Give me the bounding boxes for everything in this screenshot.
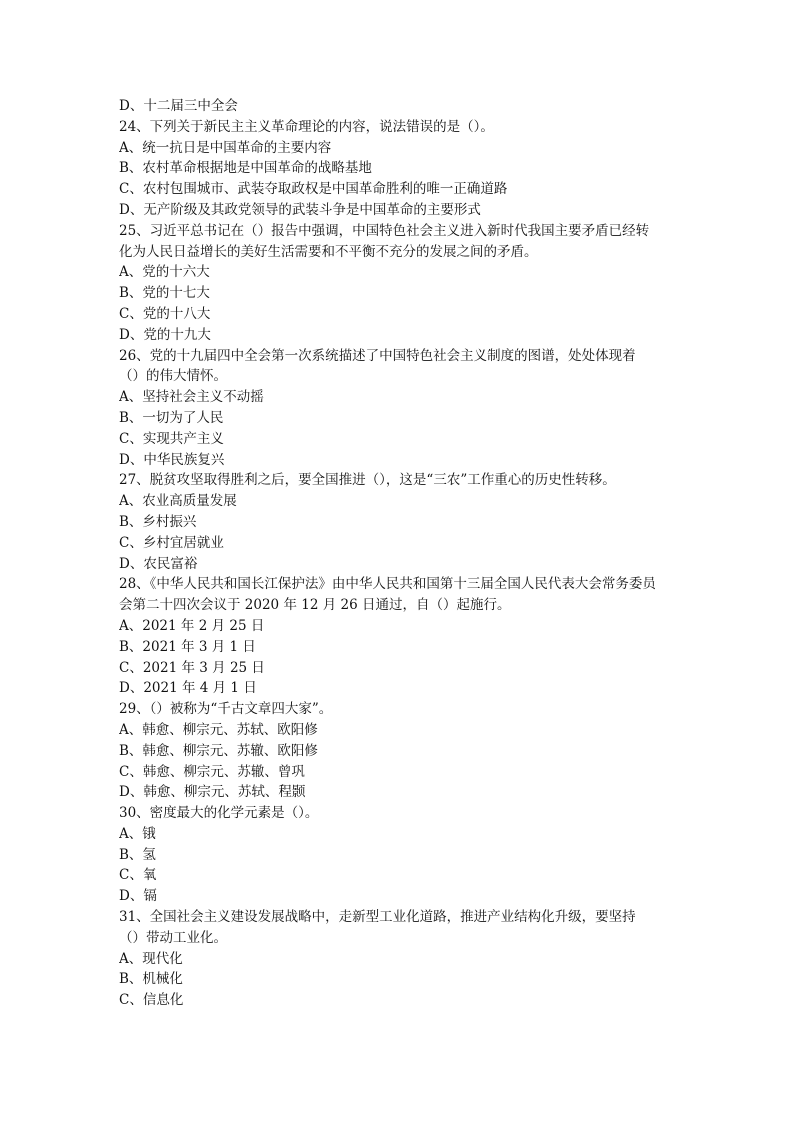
option-line: B、一切为了人民 — [119, 409, 224, 426]
question-31-cont: （）带动工业化。 — [119, 929, 227, 946]
option-line: D、党的十九大 — [119, 326, 211, 343]
option-line: D、镉 — [119, 888, 157, 905]
option-line: C、乡村宜居就业 — [119, 534, 224, 551]
option-line: B、农村革命根据地是中国革命的战略基地 — [119, 160, 372, 177]
question-25-cont: 化为人民日益增长的美好生活需要和不平衡不充分的发展之间的矛盾。 — [119, 243, 538, 260]
option-line: B、2021 年 3 月 1 日 — [119, 638, 256, 655]
option-line: B、氢 — [119, 846, 156, 863]
option-line: D、十二届三中全会 — [119, 98, 238, 114]
option-line: C、韩愈、柳宗元、苏辙、曾巩 — [119, 763, 305, 780]
question-26: 26、党的十九届四中全会第一次系统描述了中国特色社会主义制度的图谱，处处体现着 — [119, 347, 636, 364]
question-26-cont: （）的伟大情怀。 — [119, 368, 227, 385]
option-line: D、农民富裕 — [119, 555, 198, 572]
option-line: C、党的十八大 — [119, 305, 211, 322]
option-line: B、机械化 — [119, 971, 183, 988]
question-25: 25、习近平总书记在（）报告中强调，中国特色社会主义进入新时代我国主要矛盾已经转 — [119, 222, 650, 239]
option-line: D、韩愈、柳宗元、苏轼、程颢 — [119, 784, 306, 801]
option-line: A、坚持社会主义不动摇 — [119, 389, 264, 406]
option-line: C、农村包围城市、武装夺取政权是中国革命胜利的唯一正确道路 — [119, 181, 508, 198]
option-line: B、乡村振兴 — [119, 513, 197, 530]
option-line: D、2021 年 4 月 1 日 — [119, 680, 257, 697]
option-line: D、无产阶级及其政党领导的武装斗争是中国革命的主要形式 — [119, 201, 481, 218]
option-line: A、2021 年 2 月 25 日 — [119, 617, 265, 634]
option-line: A、农业高质量发展 — [119, 493, 237, 510]
option-line: C、2021 年 3 月 25 日 — [119, 659, 265, 676]
option-line: A、党的十六大 — [119, 264, 210, 281]
option-line: A、锇 — [119, 825, 156, 842]
option-line: B、韩愈、柳宗元、苏辙、欧阳修 — [119, 742, 318, 759]
option-line: B、党的十七大 — [119, 285, 210, 302]
option-line: C、信息化 — [119, 992, 184, 1009]
question-29: 29、（）被称为“千古文章四大家”。 — [119, 701, 333, 718]
question-28-cont: 会第二十四次会议于 2020 年 12 月 26 日通过，自（）起施行。 — [119, 597, 511, 614]
option-line: D、中华民族复兴 — [119, 451, 225, 468]
option-line: A、韩愈、柳宗元、苏轼、欧阳修 — [119, 721, 318, 738]
question-30: 30、密度最大的化学元素是（）。 — [119, 805, 319, 822]
option-line: C、实现共产主义 — [119, 430, 224, 447]
document-body — [119, 96, 679, 1011]
option-line: A、现代化 — [119, 950, 183, 967]
option-line: C、氧 — [119, 867, 157, 884]
question-28: 28、《中华人民共和国长江保护法》由中华人民共和国第十三届全国人民代表大会常务委员 — [119, 576, 656, 593]
question-31: 31、全国社会主义建设发展战略中，走新型工业化道路，推进产业结构化升级，要坚持 — [119, 909, 636, 926]
question-24: 24、下列关于新民主主义革命理论的内容，说法错误的是（）。 — [119, 118, 494, 135]
option-line: A、统一抗日是中国革命的主要内容 — [119, 139, 332, 156]
question-27: 27、脱贫攻坚取得胜利之后，要全国推进（），这是“三农”工作重心的历史性转移。 — [119, 472, 616, 489]
